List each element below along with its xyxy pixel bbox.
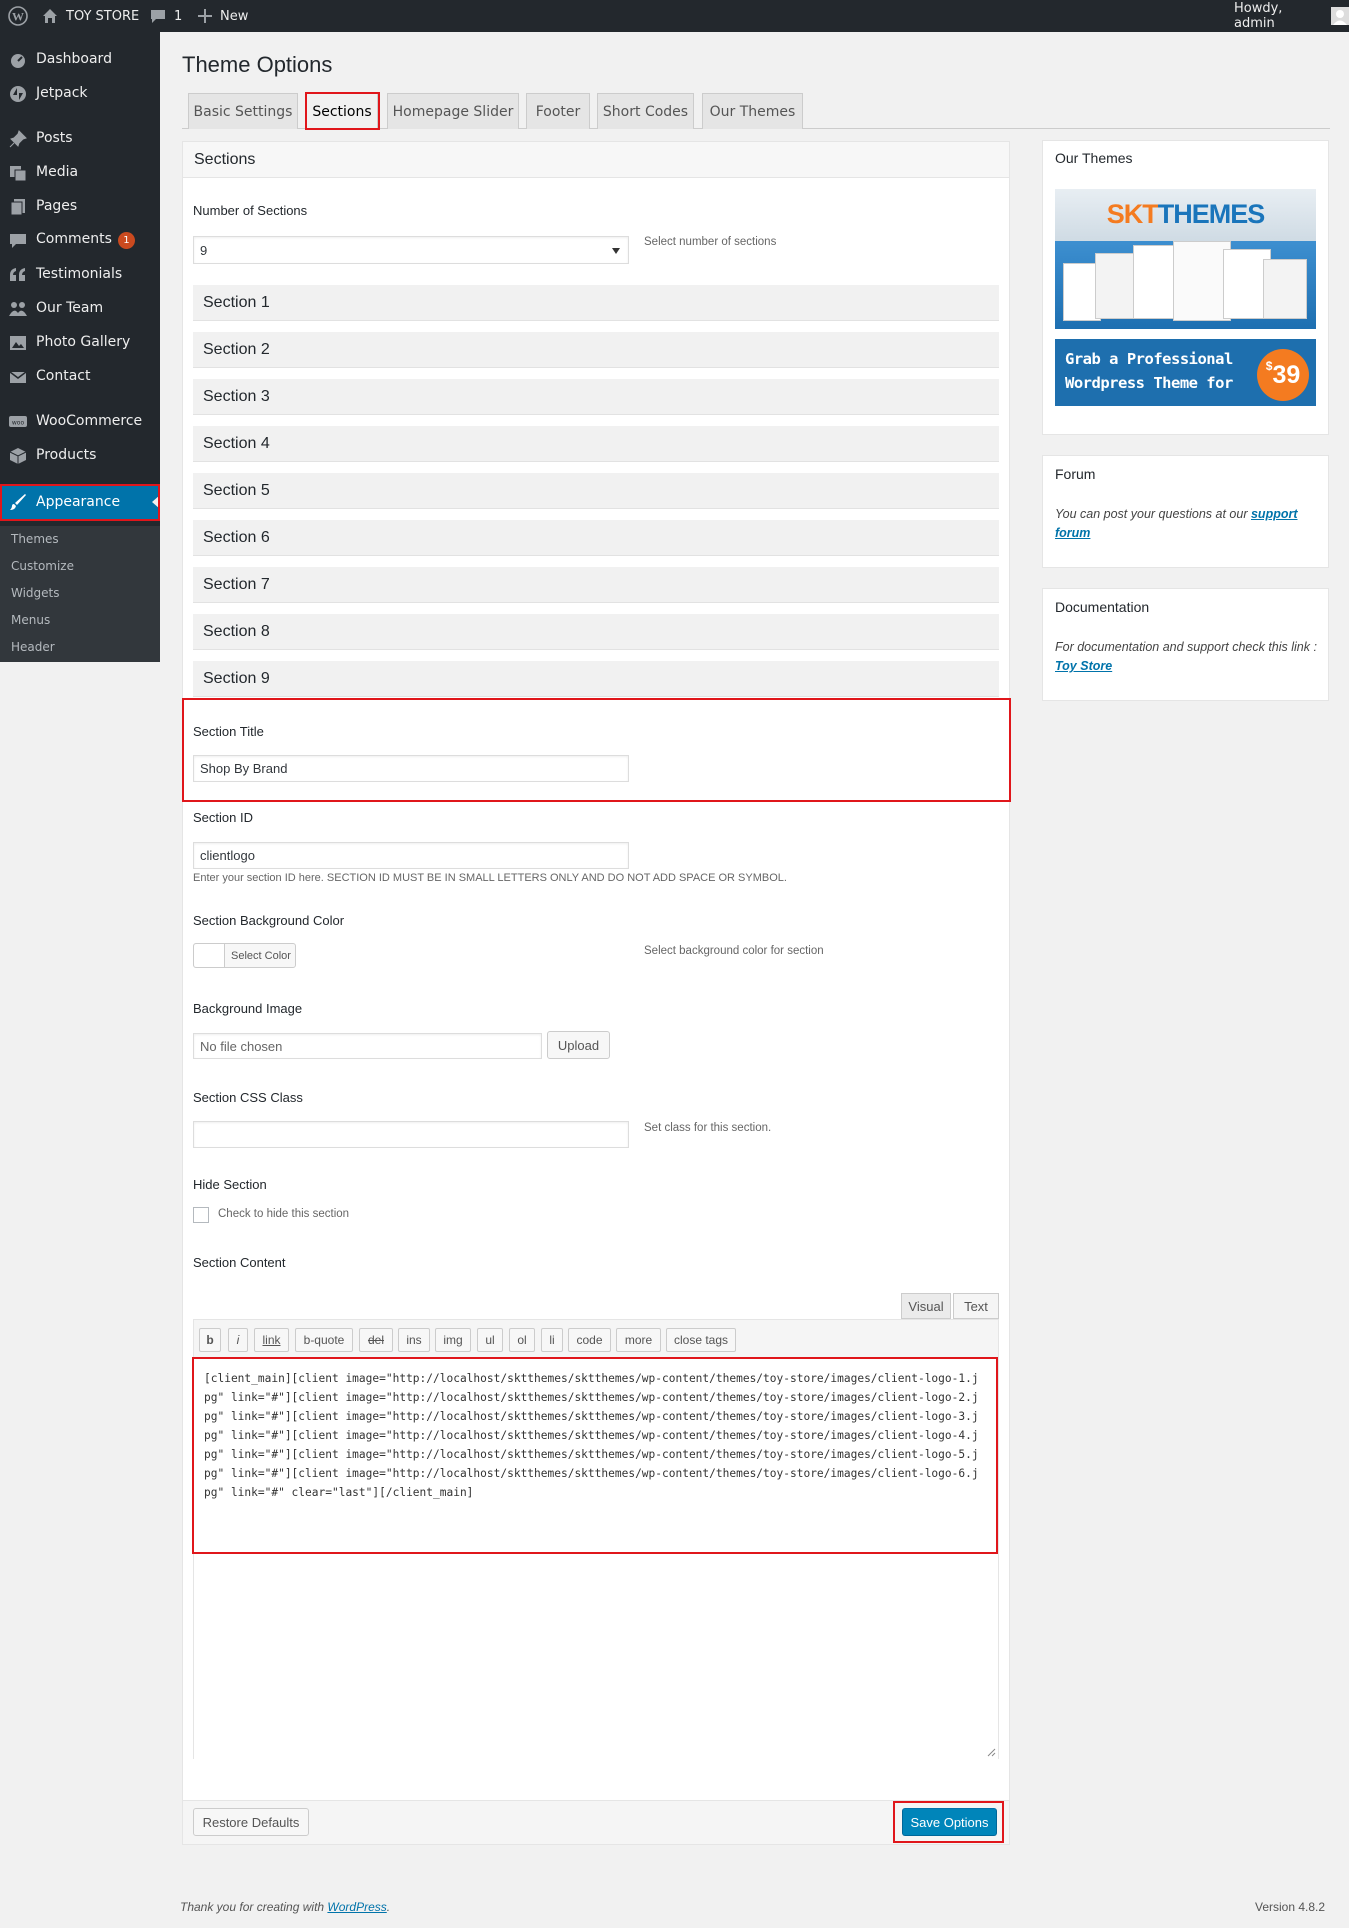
section-row-5[interactable]: Section 5 [193,473,999,509]
plus-icon [198,9,212,23]
new-label: New [220,8,249,24]
qt-code-button[interactable]: code [568,1328,611,1352]
qt-close-tags-button[interactable]: close tags [666,1328,736,1352]
menu-label: Testimonials [36,266,123,282]
section-row-6[interactable]: Section 6 [193,520,999,556]
submenu-menus[interactable]: Menus [11,613,51,627]
menu-label [36,231,135,249]
tab-short-codes[interactable]: Short Codes [597,93,694,129]
dropdown-arrow-icon [612,248,620,254]
dashboard-icon [9,51,27,69]
pages-icon [9,198,27,216]
new-content-link[interactable] [198,0,248,32]
menu-label: Our Team [36,300,104,316]
screen-mockup [1263,259,1307,319]
toy-store-link[interactable]: Toy Store [1055,659,1113,673]
logo-themes: THEMES [1157,199,1265,229]
menu-label: Products [36,447,97,463]
section-id-value: clientlogo [200,848,255,863]
menu-item-pages[interactable] [0,189,160,223]
submenu-widgets[interactable]: Widgets [11,586,60,600]
menu-item-media[interactable] [0,155,160,189]
skt-logo [1055,199,1316,230]
page-title: Theme Options [182,52,333,77]
qt-img-button[interactable]: img [435,1328,471,1352]
hide-section-help: Check to hide this section [218,1208,350,1220]
forum-text [1055,505,1317,543]
section-content-value: [client_main][client image="http://localhost/sktthemes/sktthemes/wp-content/themes/toy-store/images/client-logo-1.jpg" link="#"][client image="http://localhost/sktthemes/sktthemes/wp-content/themes/toy-store/images/client-logo-2.jpg" link="#"][client image="http://localhost/sktthemes/sktthemes/wp-content/themes/toy-store/images/client-logo-3.jpg" link="#"][client image="http://localhost/sktthemes/sktthemes/wp-content/themes/toy-store/images/client-logo-4.jpg" link="#"][client image="http://localhost/sktthemes/sktthemes/wp-content/themes/toy-store/images/client-logo-5.jpg" link="#"][client image="http://localhost/sktthemes/sktthemes/wp-content/themes/toy-store/images/client-logo-6.jpg" link="#" clear="last"][/client_main] [204,1372,979,1499]
qt-ul-button[interactable]: ul [477,1328,503,1352]
comments-link[interactable] [150,0,182,32]
menu-item-posts[interactable] [0,121,160,155]
section-row-1[interactable]: Section 1 [193,285,999,321]
tab-basic-settings[interactable]: Basic Settings [188,93,298,129]
wordpress-link[interactable]: WordPress [327,1900,387,1914]
menu-item-our-team[interactable] [0,291,160,325]
comments-count: 1 [174,8,183,24]
menu-label: Media [36,164,79,180]
highlight-sections-tab [305,92,380,130]
my-account-link[interactable] [1234,0,1349,32]
comment-icon [9,232,27,250]
qt-ol-button[interactable]: ol [509,1328,535,1352]
pin-icon [9,130,27,148]
section-id-help: Enter your section ID here. SECTION ID MUST BE IN SMALL LETTERS ONLY AND DO NOT ADD SPACE OR SYMBOL. [193,872,787,884]
menu-item-photo-gallery[interactable] [0,325,160,359]
forum-title: Forum [1055,466,1096,482]
save-options-button[interactable]: Save Options [902,1808,997,1836]
menu-label: Contact [36,368,91,384]
footer-thanks-text: Thank you for creating with [180,1900,325,1914]
tab-our-themes[interactable]: Our Themes [702,93,803,129]
greeting: Howdy, admin [1234,1,1283,31]
hide-section-label: Hide Section [193,1177,267,1192]
bg-image-input[interactable] [193,1033,542,1059]
submenu-themes[interactable]: Themes [11,532,59,546]
upload-button[interactable]: Upload [547,1031,610,1059]
highlight-section-title [182,698,1011,802]
highlight-appearance [0,484,160,521]
qt-bquote-button[interactable]: b-quote [295,1328,353,1352]
media-icon [9,164,27,182]
sections-panel-header [182,141,1010,178]
mail-icon [9,368,27,386]
avatar [1331,7,1349,25]
section-row-9[interactable]: Section 9 [193,661,999,697]
menu-label: Pages [36,198,78,214]
menu-item-woocommerce[interactable] [0,404,160,438]
menu-label: Jetpack [36,85,88,101]
logo-skt: SKT [1106,199,1158,229]
qt-bold-button[interactable]: b [199,1328,221,1352]
highlight-save-options [893,1801,1004,1843]
css-class-input[interactable] [193,1121,629,1148]
documentation-text-body: For documentation and support check this link : [1055,640,1317,654]
banner-line-1: Grab a Professional [1065,350,1233,368]
woo-icon [9,413,27,431]
wordpress-logo-icon[interactable] [8,0,28,32]
menu-item-dashboard[interactable] [0,42,160,76]
section-row-7[interactable]: Section 7 [193,567,999,603]
submenu-customize[interactable]: Customize [11,559,74,573]
menu-label-text: Comments [36,231,112,247]
section-row-2[interactable]: Section 2 [193,332,999,368]
support-forum-link[interactable]: support forum [1055,507,1298,540]
resize-handle-icon[interactable] [986,1747,996,1757]
section-row-3[interactable]: Section 3 [193,379,999,415]
menu-item-comments[interactable] [0,223,160,257]
section-row-4[interactable]: Section 4 [193,426,999,462]
section-id-label: Section ID [193,810,253,825]
documentation-title: Documentation [1055,599,1150,615]
footer-version: Version 4.8.2 [1255,1900,1326,1914]
menu-item-testimonials[interactable] [0,257,160,291]
bg-color-help: Select background color for section [644,945,824,957]
bg-image-placeholder: No file chosen [200,1038,283,1054]
banner-line-2: Wordpress Theme for [1065,374,1233,392]
price-symbol: $ [1265,359,1273,373]
menu-label: Dashboard [36,51,112,67]
css-class-help: Set class for this section. [644,1122,772,1134]
section-title-value: Shop By Brand [200,761,288,776]
quote-icon [9,266,27,284]
hide-section-checkbox[interactable] [193,1207,209,1223]
tab-sections[interactable]: Sections [306,93,378,129]
home-icon [42,8,58,24]
number-of-sections-label: Number of Sections [193,203,308,218]
jetpack-icon [9,85,27,103]
banner-screens [1055,241,1316,329]
css-class-label: Section CSS Class [193,1090,303,1105]
menu-label: WooCommerce [36,413,143,429]
site-name-link[interactable] [42,0,139,32]
highlight-section-content [192,1357,998,1554]
svg-text:W: W [12,9,24,24]
comments-badge: 1 [118,232,135,249]
qt-link-button[interactable]: link [254,1328,289,1352]
tab-homepage-slider[interactable]: Homepage Slider [387,93,519,129]
footer-period: . [386,1900,391,1914]
section-id-input[interactable] [193,842,629,869]
qt-del-button[interactable]: del [359,1328,393,1352]
number-of-sections-help: Select number of sections [644,236,777,248]
appearance-submenu [0,526,160,662]
menu-label: Appearance [36,494,121,510]
forum-text-body: You can post your questions at our [1055,507,1248,521]
select-color-button[interactable] [193,943,296,968]
color-swatch [194,944,225,967]
products-icon [9,447,27,465]
select-color-label: Select Color [231,949,291,962]
menu-item-jetpack[interactable] [0,76,160,110]
section-content-label: Section Content [193,1255,286,1270]
restore-defaults-button[interactable]: Restore Defaults [193,1808,309,1836]
footer-thanks [180,1900,390,1914]
editor-tab-visual[interactable]: Visual [901,1293,951,1319]
editor-tab-text[interactable]: Text [953,1293,999,1319]
section-title-label: Section Title [193,724,264,739]
bg-color-label: Section Background Color [193,913,345,928]
qt-li-button[interactable]: li [541,1328,563,1352]
comment-bubble-icon [150,8,166,24]
number-of-sections-select[interactable] [193,236,629,264]
skt-themes-banner[interactable] [1055,189,1316,406]
tab-footer[interactable]: Footer [526,93,590,129]
menu-label: Photo Gallery [36,334,131,350]
price-value: 39 [1272,360,1301,389]
section-title-input[interactable] [193,755,629,782]
menu-item-contact[interactable] [0,359,160,393]
team-icon [9,300,27,318]
our-themes-title: Our Themes [1055,150,1133,166]
number-of-sections-value: 9 [200,242,208,258]
sections-heading: Sections [194,151,256,168]
section-row-8[interactable]: Section 8 [193,614,999,650]
admin-bar [0,0,1349,32]
gallery-icon [9,334,27,352]
menu-label: Posts [36,130,73,146]
qt-ins-button[interactable]: ins [398,1328,430,1352]
submenu-header[interactable]: Header [11,640,55,654]
site-name: TOY STORE [66,8,140,24]
documentation-text [1055,638,1319,676]
qt-more-button[interactable]: more [616,1328,661,1352]
price-badge [1257,349,1309,401]
svg-text:woo: woo [11,419,25,427]
qt-italic-button[interactable]: i [228,1328,248,1352]
menu-item-products[interactable] [0,438,160,472]
bg-image-label: Background Image [193,1001,303,1016]
